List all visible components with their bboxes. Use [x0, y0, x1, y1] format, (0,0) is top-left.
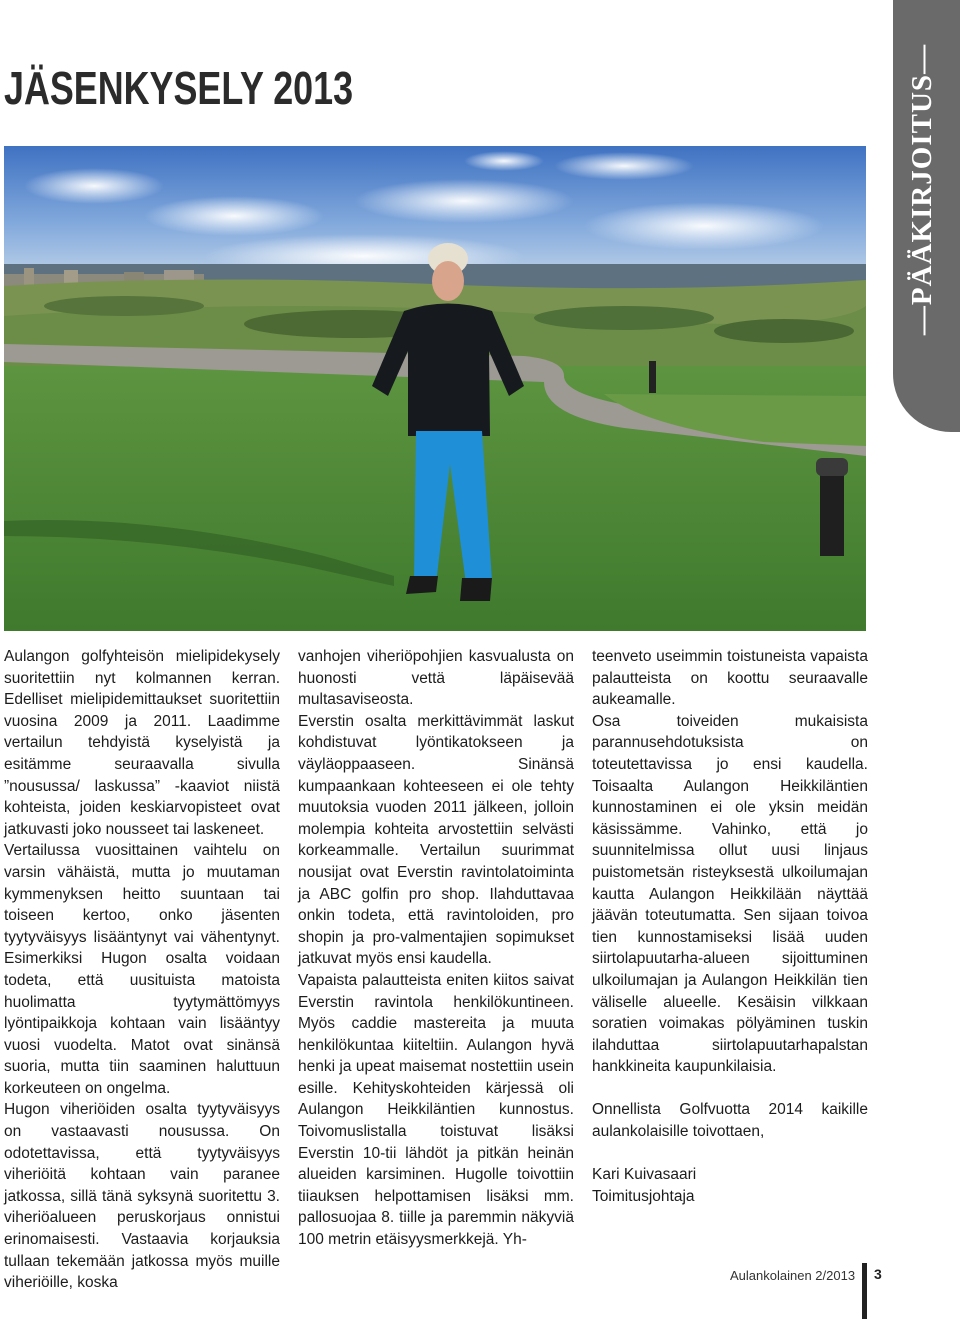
footer-divider: [862, 1263, 867, 1319]
page-title: JÄSENKYSELY 2013: [4, 62, 354, 114]
article-column-1: [4, 646, 280, 1294]
footer-publication: Aulankolainen 2/2013: [730, 1268, 856, 1283]
signature-title: Toimitusjohtaja: [592, 1187, 695, 1205]
article-column-2: [298, 646, 574, 1251]
paragraph: Osa toiveiden mukaisista parannusehdotuksista on toteutettavissa jo ensi kaudella. Toisaalta Aulangon Heikkiläntien kunnostaminen ei ole yksin meidän käsissämme. Vahinko, että jo suunnitelmissa ollut uusi linjaus puistometsän risteyksestä ulkoilumajan kautta Aulangon Heikkilään näyttää jäävän toteutumatta. Sen sijaan toivoa tien kunnostamiseksi lisää uuden siirtolapuutarha-alueen sijoittuminen ulkoilumajan ja Aulangon Heikkilän tien väliselle alueelle. Kesäisin vilkkaan soratien voimakas pölyäminen tuskin ilahduttaa siirtolapuutarhapalstan hankkineita kaupunkilaisia.: [592, 712, 868, 1076]
paragraph: vanhojen viheriöpohjien kasvualusta on huonosti vettä läpäisevää multasaviseosta.: [298, 648, 574, 709]
paragraph: teenveto useimmin toistuneista vapaista palautteista on koottu seuraavalle aukeamalle.: [592, 648, 868, 709]
paragraph: Vapaista palautteista eniten kiitos saivat Everstin ravintola henkilökuntineen. Myös caddie mastereita ja muuta henkilökuntaa kiiteltiin. Aulangon hyvä henki ja upeat maisemat nostettiin usein esille. Kehityskohteiden kärjessä oli Aulangon Heikkiläntien kunnostus. Toivomuslistalla toistuvat lisäksi Everstin 10-tii lähdöt ja pitkän heinän alueiden karsiminen. Hugolle toivottiin tiiauksen helpottamisen lisäksi mm. pallosuojaa 8. tiille ja paremmin näkyviä 100 metrin etäisyysmerkkejä. Yh-: [298, 971, 574, 1249]
paragraph: Hugon viheriöiden osalta tyytyväisyys on vastaavasti nousussa. On odotettavissa, että tyytyväisyys viheriöitä kohtaan vain paranee jatkossa, sillä tänä syksynä suoritettu 3. viheriöalueen peruskorjaus onnistui erinomaisesti. Vastaavia korjauksia tullaan tekemään jatkossa myös muille viheriöille, koska: [4, 1101, 280, 1292]
paragraph: Aulangon golfyhteisön mielipidekysely suoritettiin nyt kolmannen kerran. Edelliset mielipidemittaukset suoritettiin vuosina 2009 ja 2011. Laadimme vertailun tehdyistä kyselyistä ja esitämme seuraavalla sivulla ”nousussa/ laskussa” -kaaviot niistä kohteista, joiden keskiarvopisteet ovat jatkuvasti joko nousseet tai laskeneet.: [4, 648, 280, 838]
article-column-3: [592, 646, 868, 1207]
closing-greeting: Onnellista Golfvuotta 2014 kaikille aulankolaisille toivottaen,: [592, 1101, 868, 1141]
paragraph: Vertailussa vuosittainen vaihtelu on varsin vähäistä, mutta jo muutaman kymmenyksen heitto suuntaan tai toiseen kertoo, onko jäsenten tyytyväisyys lisääntynyt vai vähentynyt. Esimerkiksi Hugon osalta voidaan todeta, että uusituista matoista huolimatta tyytymättömyys lyöntipaikkoja kohtaan vain lisääntyy vuosi vuodelta. Matot ovat sinänsä suoria, mutta tiin saaminen haluttuun korkeuteen on ongelma.: [4, 842, 280, 1097]
section-tab-label: —PÄÄKIRJOITUS—: [906, 43, 939, 335]
page-number: 3: [874, 1266, 882, 1282]
section-tab: [893, 0, 960, 432]
signature-name: Kari Kuivasaari: [592, 1166, 697, 1184]
photo-golf-course: [4, 146, 866, 631]
paragraph: Everstin osalta merkittävimmät laskut kohdistuvat lyöntikatokseen ja väyläoppaaseen. Sinänsä kumpaankaan kohteeseen ei ole tehty muutoksia vuoden 2011 jälkeen, jolloin molempia kohteita arvostettiin selvästi korkeammalle. Vertailun suurimmat nousijat ovat Everstin ravintolatoiminta ja ABC golfin pro shop. Ilahduttavaa onkin todeta, että ravintoloiden, pro shopin ja pro-valmentajien sopimukset jatkuvat myös ensi kaudella.: [298, 712, 574, 968]
